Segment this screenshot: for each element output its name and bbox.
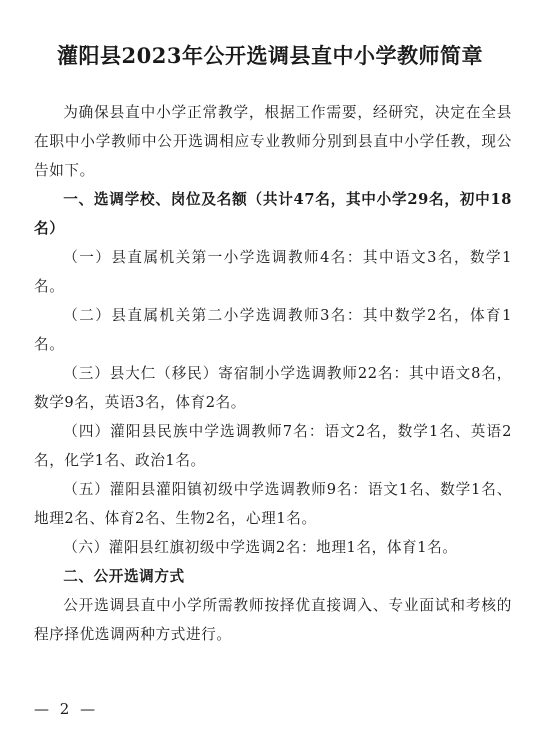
page-number: — 2 —	[34, 700, 99, 718]
document-body	[34, 98, 512, 649]
paragraph-method: 公开选调县直中小学所需教师按择优直接调入、专业面试和考核的程序择优选调两种方式进行。	[34, 597, 512, 643]
paragraph-intro: 为确保县直中小学正常教学，根据工作需要，经研究，决定在全县在职中小学教师中公开选调相应专业教师分别到县直中小学任教，现公告如下。	[34, 104, 512, 179]
paragraph-school-1: （一）县直属机关第一小学选调教师4名：其中语文3名，数学1名。	[34, 249, 512, 295]
paragraph-school-5: （五）灌阳县灌阳镇初级中学选调教师9名：语文1名、数学1名、地理2名、体育2名、生物2名，心理1名。	[34, 481, 512, 527]
section-heading-positions: 一、选调学校、岗位及名额（共计47名，其中小学29名，初中18名）	[34, 191, 512, 237]
paragraph-school-2: （二）县直属机关第二小学选调教师3名：其中数学2名，体育1名。	[34, 307, 512, 353]
paragraph-school-6: （六）灌阳县红旗初级中学选调2名：地理1名，体育1名。	[63, 539, 458, 556]
paragraph-school-4: （四）灌阳县民族中学选调教师7名：语文2名，数学1名、英语2名，化学1名、政治1名。	[34, 423, 512, 469]
section-heading-method: 二、公开选调方式	[63, 568, 185, 585]
document-title: 灌阳县2023年公开选调县直中小学教师简章	[57, 43, 483, 68]
paragraph-school-3: （三）县大仁（移民）寄宿制小学选调教师22名：其中语文8名，数学9名，英语3名，体育2名。	[34, 365, 512, 411]
